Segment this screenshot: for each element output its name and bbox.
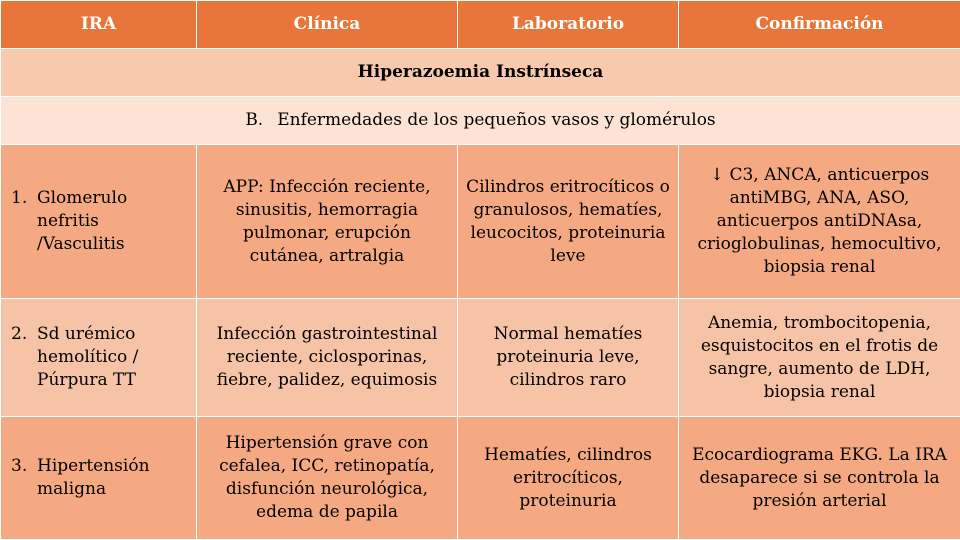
header-row [1,1,960,49]
laboratorio-text: Cilindros eritrocíticos o granulosos, hematíes, leucocitos, proteinuria leve [466,176,670,266]
laboratorio-text: Hematíes, cilindros eritrocíticos, proteinuria [484,444,652,511]
subsection-label [245,109,715,132]
clinica-cell [197,299,458,417]
table-row [1,145,960,299]
confirmacion-cell [679,417,960,540]
clinica-text: APP: Infección reciente, sinusitis, hemorragia pulmonar, erupción cutánea, artralgia [223,176,431,266]
ira-name: Sd urémico hemolítico / Púrpura TT [37,324,139,390]
subsection-letter: B. [245,110,264,130]
confirmacion-text: Ecocardiograma EKG. La IRA desaparece si se controla la presión arterial [692,444,947,511]
clinica-cell [197,145,458,299]
laboratorio-text: Normal hematíes proteinuria leve, cilindros raro [493,324,643,390]
clinica-text: Hipertensión grave con cefalea, ICC, retinopatía, disfunción neurológica, edema de papila [219,433,435,522]
laboratorio-cell [458,145,679,299]
ira-name: Glomerulo nefritis /Vasculitis [37,188,128,254]
row-number: 1. [11,188,28,208]
ira-cell [1,417,197,540]
header-clinica: Clínica [197,1,458,49]
table-row [1,299,960,417]
header-laboratorio: Laboratorio [458,1,679,49]
laboratorio-cell [458,417,679,540]
row-number: 2. [11,324,28,344]
header-confirmacion: Confirmación [679,1,960,49]
confirmacion-text: Anemia, trombocitopenia, esquistocitos en el frotis de sangre, aumento de LDH, biopsia renal [700,312,939,402]
clinica-text: Infección gastrointestinal reciente, ciclosporinas, fiebre, palidez, equimosis [216,324,438,390]
subsection-text: Enfermedades de los pequeños vasos y glomérulos [277,110,716,130]
ira-cell [1,299,197,417]
confirmacion-cell [679,299,960,417]
confirmacion-cell [679,145,960,299]
ira-cell [1,145,197,299]
subsection-row [1,97,960,145]
subsection-cell [1,97,960,145]
row-number: 3. [11,456,28,476]
ira-name: Hipertensión maligna [37,456,150,499]
clinica-cell [197,417,458,540]
header-ira: IRA [1,1,197,49]
laboratorio-cell [458,299,679,417]
table-row [1,417,960,540]
section-title-row [1,49,960,97]
section-title: Hiperazoemia Instrínseca [1,49,960,97]
confirmacion-text: ↓ C3, ANCA, anticuerpos antiMBG, ANA, ASO, anticuerpos antiDNAsa, crioglobulinas, hemocultivo, biopsia renal [697,165,942,277]
